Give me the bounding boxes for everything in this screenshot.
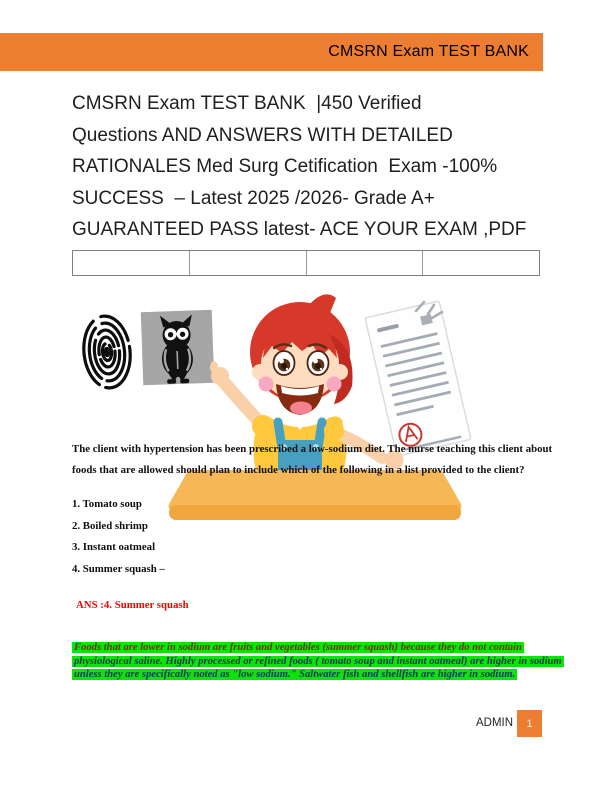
table-cell	[423, 251, 539, 275]
title-line: GUARANTEED PASS latest- ACE YOUR EXAM ,PDF	[72, 219, 527, 240]
mouth	[276, 384, 324, 415]
option-item: 1. Tomato soup	[72, 498, 142, 510]
table-cell	[307, 251, 424, 275]
table-cell	[73, 251, 190, 275]
header-bar	[0, 33, 543, 71]
title-line: SUCCESS – Latest 2025 /2026- Grade A+	[72, 187, 435, 209]
owl-card	[141, 310, 215, 385]
question-line: The client with hypertension has been prescribed a low-sodium diet. The nurse teaching this client about	[72, 443, 553, 455]
fingerprint-icon	[80, 314, 133, 390]
options-list	[72, 494, 165, 580]
cheek	[259, 377, 274, 392]
page-title	[72, 88, 526, 246]
title-line: CMSRN Exam TEST BANK |450 Verified	[72, 93, 422, 114]
info-table	[72, 250, 540, 276]
title-line: RATIONALES Med Surg Cetification Exam -100%	[72, 156, 498, 177]
table-cell	[190, 251, 307, 275]
footer-admin-label: ADMIN	[476, 717, 514, 729]
option-item: 4. Summer squash –	[72, 562, 165, 575]
rationale-line: physiological saline. Highly processed or refined foods ( tomato soup and instant oatmeal) are higher in sodium	[74, 655, 562, 667]
option-item: 2. Boiled shrimp	[72, 519, 148, 532]
rationale-line: Foods that are lower in sodium are fruits and vegetables (summer squash) because they do not contain	[74, 642, 522, 653]
question-line: foods that are allowed should plan to include which of the following in a list provided to the client?	[72, 464, 525, 476]
option-item: 3. Instant oatmeal	[72, 541, 156, 554]
question-text	[72, 439, 552, 481]
rationale-block	[72, 641, 564, 682]
rationale-line: unless they are specifically noted as "low sodium." Saltwater fish and shellfish are higher in sodium.	[74, 669, 516, 681]
answer-text: ANS :4. Summer squash	[76, 599, 189, 611]
cheek	[327, 377, 342, 392]
illustration	[72, 288, 540, 520]
title-line: Questions AND ANSWERS WITH DETAILED	[72, 124, 453, 146]
page-number-badge: 1	[517, 710, 542, 737]
exam-paper	[365, 301, 471, 456]
header-title: CMSRN Exam TEST BANK	[328, 43, 529, 60]
